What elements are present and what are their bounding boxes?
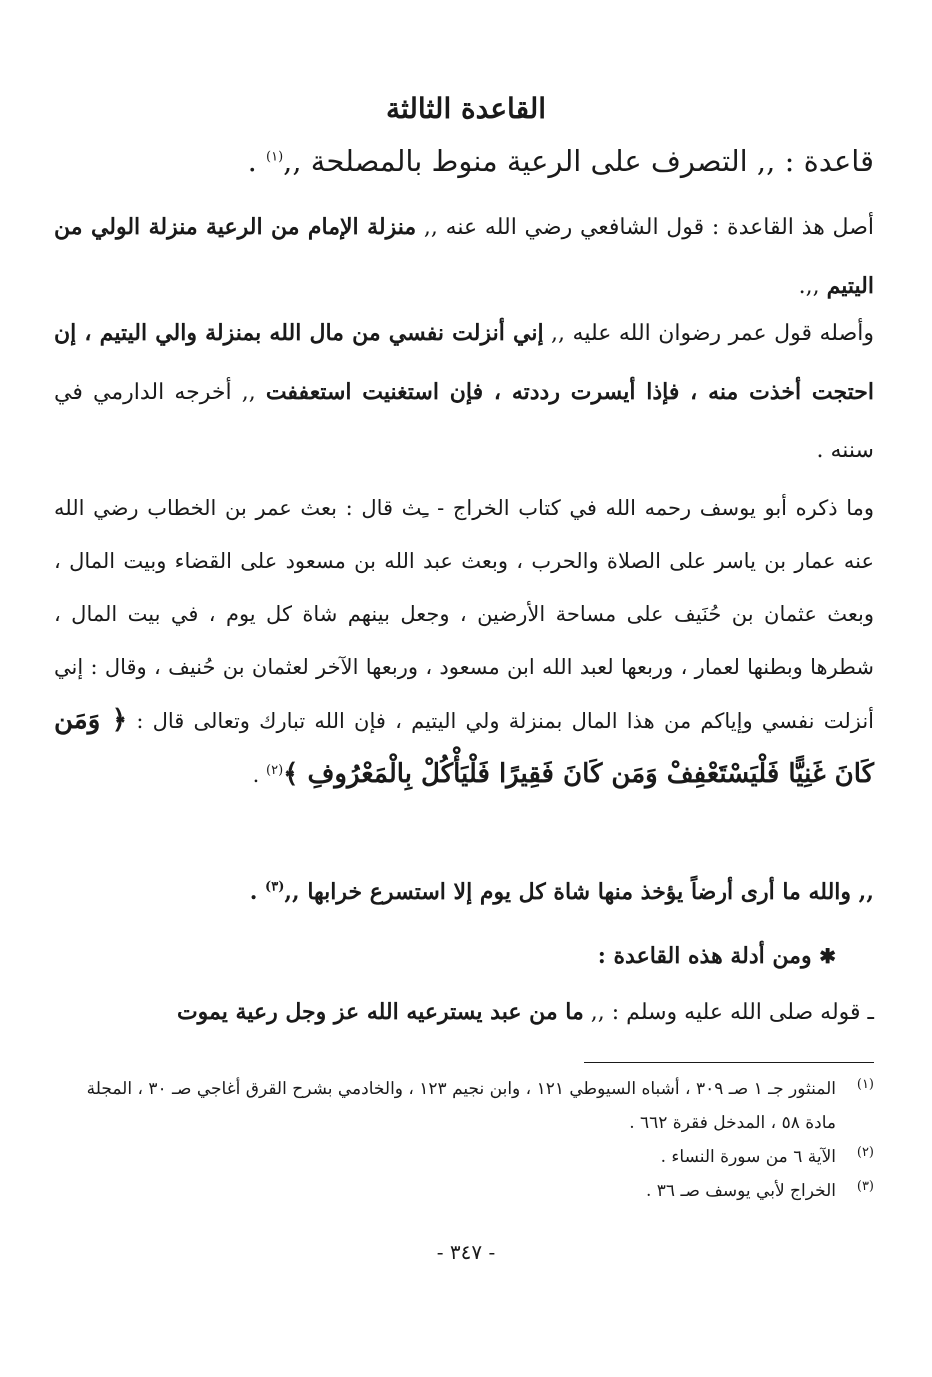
footnotes-list <box>54 1072 874 1208</box>
rule-statement <box>54 144 874 178</box>
footnote-number: (٣) <box>856 1179 874 1194</box>
origin-paragraph <box>54 198 874 316</box>
footnote-text: المنثور جـ ١ صـ ٣٠٩ ، أشباه السيوطي ١٢١ ، وابن نجيم ١٢٣ ، والخادمي بشرح القرق أغاجي صـ ٣٠ ، المجلة مادة ٥٨ ، المدخل فقرة ٦٦٢ . <box>86 1079 836 1133</box>
omar-intro: وأصله قول عمر رضوان الله عليه ,, <box>543 321 874 346</box>
footnote-number: (١) <box>856 1077 874 1092</box>
footnote-ref-2: (٢) <box>266 763 284 778</box>
star-bullet-icon: ✱ <box>819 944 836 968</box>
footnote-ref-3: (٣) <box>265 879 285 895</box>
footnote-number: (٢) <box>856 1145 874 1160</box>
footnote-2 <box>54 1140 874 1174</box>
evidence-heading-text: ومن أدلة هذه القاعدة : <box>597 943 820 969</box>
omar-end: ,, أخرجه الدارمي في سننه . <box>54 380 874 463</box>
omar-quote: إني أنزلت نفسي من مال الله بمنزلة والي اليتيم ، إن احتجت أخذت منه ، فإذا أيسرت رددته ، فإن استغنيت استعففت <box>54 320 875 405</box>
origin-intro: أصل هذ القاعدة : قول الشافعي رضي الله عنه ,, <box>416 215 874 240</box>
footnote-text: الخراج لأبي يوسف صـ ٣٦ . <box>645 1181 836 1201</box>
evidence-heading <box>56 934 836 978</box>
footnote-divider <box>584 1062 874 1063</box>
rule-text: قاعدة : ,, التصرف على الرعية منوط بالمصلحة ,, <box>283 144 874 178</box>
omar-paragraph <box>54 304 874 480</box>
page-title: القاعدة الثالثة <box>385 92 547 125</box>
hadith-intro: ـ قوله صلى الله عليه وسلم : ,, <box>583 1000 874 1025</box>
origin-end: ,,. <box>798 274 827 299</box>
rule-end: . <box>247 144 266 178</box>
hadith-quote: ما من عبد يسترعيه الله عز وجل رعية يموت <box>176 999 584 1025</box>
footnote-3 <box>54 1174 874 1208</box>
footnote-1 <box>54 1072 874 1140</box>
oath-paragraph <box>54 866 874 918</box>
oath-end: . <box>249 879 266 905</box>
footnote-ref-1: (١) <box>266 149 284 165</box>
abu-yusuf-end: . <box>252 763 267 787</box>
page-number: - ٣٤٧ - <box>436 1240 496 1264</box>
oath-text: ,, والله ما أرى أرضاً يؤخذ منها شاة كل يوم إلا استسرع خرابها ,, <box>284 879 874 905</box>
abu-yusuf-paragraph <box>54 482 874 802</box>
origin-quote: منزلة الإمام من الرعية منزلة الولي من اليتيم <box>54 214 874 299</box>
abu-yusuf-text: وما ذكره أبو يوسف رحمه الله في كتاب الخراج - ـِث قال : بعث عمر بن الخطاب رضي الله عنه عمار بن ياسر على الصلاة والحرب ، وبعث عبد الله بن مسعود على القضاء وبيت المال ، وبعث عثمان بن حُنَيف على مساحة الأرضين ، وجعل بينهم شاة كل يوم ، في بيت المال ، شطرها وبطنها لعمار ، وربعها لعبد الله ابن مسعود ، وربعها الآخر لعثمان بن حُنيف ، وقال : إني أنزلت نفسي وإياكم من هذا المال بمنزلة ولي اليتيم ، فإن الله تبارك وتعالى قال : <box>54 496 875 733</box>
quran-verse: ﴿ وَمَن كَانَ غَنِيًّا فَلْيَسْتَعْفِفْ وَمَن كَانَ فَقِيرًا فَلْيَأْكُلْ بِالْمَعْرُوفِ ﴾ <box>54 705 874 789</box>
footnote-text: الآية ٦ من سورة النساء . <box>660 1147 836 1167</box>
hadith-line <box>54 986 874 1039</box>
